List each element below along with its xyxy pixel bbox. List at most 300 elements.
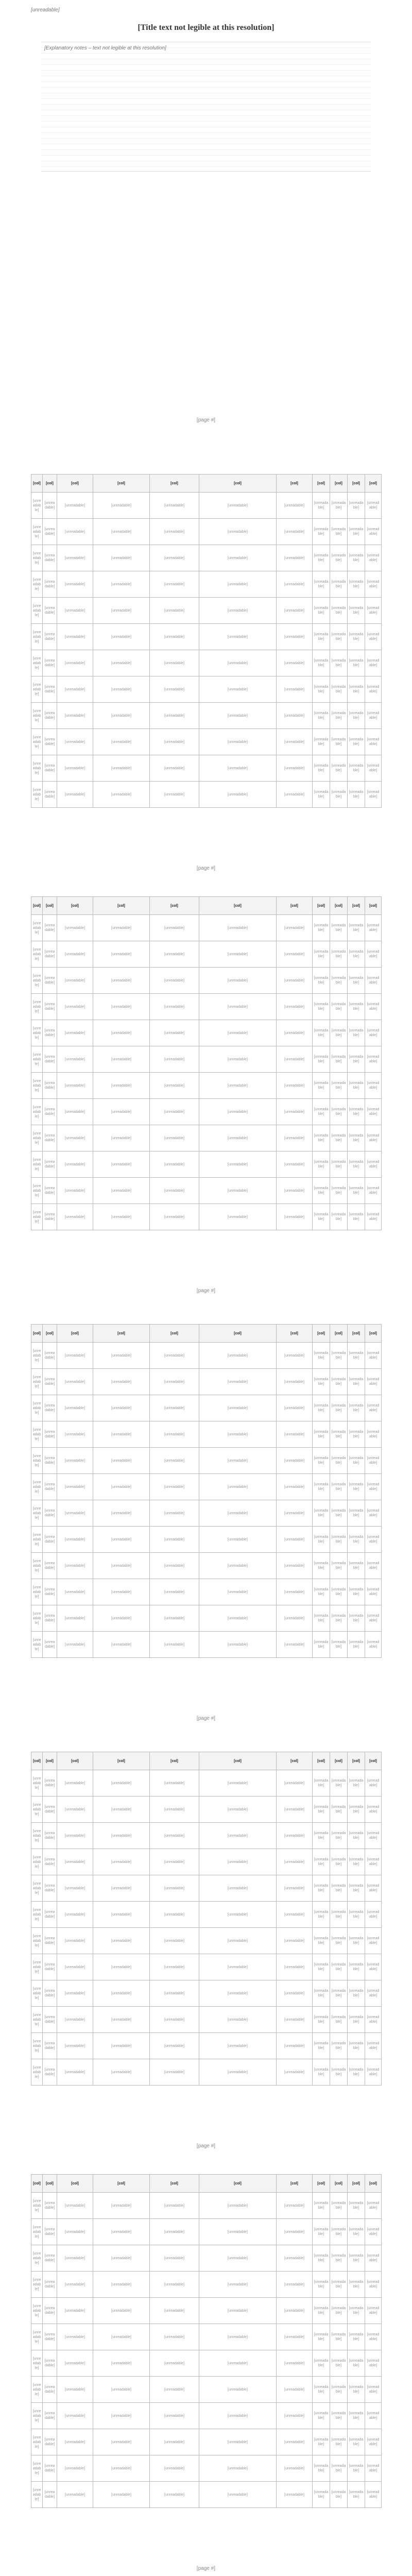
table-cell: [unreadable] (348, 598, 365, 624)
table-cell: [unreadable] (348, 2324, 365, 2350)
table-cell: [unreadable] (313, 1421, 330, 1448)
table-cell: [unreadable] (93, 1178, 150, 1204)
table-cell: [unreadable] (365, 1605, 382, 1632)
table-cell: [unreadable] (277, 1553, 313, 1579)
table-cell: [unreadable] (365, 2059, 382, 2086)
column-header: [col] (199, 474, 277, 493)
table-cell: [unreadable] (330, 2324, 348, 2350)
column-header: [col] (199, 1325, 277, 1343)
table-cell: [unreadable] (93, 1770, 150, 1797)
table-cell: [unreadable] (330, 650, 348, 676)
table-cell: [unreadable] (199, 1448, 277, 1474)
table-cell: [unreadable] (150, 1421, 199, 1448)
table-cell: [unreadable] (330, 571, 348, 598)
table-cell: [unreadable] (43, 1099, 57, 1125)
table-cell: [unreadable] (57, 598, 93, 624)
column-header: [col] (93, 2175, 150, 2193)
table-cell: [unreadable] (277, 2007, 313, 2033)
table-cell: [unreadable] (348, 1343, 365, 1369)
table-cell: [unreadable] (31, 941, 43, 968)
table-cell: [unreadable] (330, 2193, 348, 2219)
table-cell: [unreadable] (313, 1020, 330, 1046)
table-cell: [unreadable] (93, 1902, 150, 1928)
table-row (31, 1954, 382, 1980)
table-cell: [unreadable] (31, 519, 43, 545)
table-cell: [unreadable] (330, 1902, 348, 1928)
table-cell: [unreadable] (43, 624, 57, 650)
table-cell: [unreadable] (330, 1770, 348, 1797)
table-cell: [unreadable] (43, 1980, 57, 2007)
table-cell: [unreadable] (93, 493, 150, 519)
table-row (31, 1553, 382, 1579)
table-cell: [unreadable] (93, 1151, 150, 1178)
table-cell: [unreadable] (277, 2219, 313, 2245)
table-cell: [unreadable] (313, 1579, 330, 1605)
column-header: [col] (150, 2175, 199, 2193)
table-cell: [unreadable] (199, 755, 277, 782)
table-cell: [unreadable] (330, 1579, 348, 1605)
table-cell: [unreadable] (277, 915, 313, 941)
table-cell: [unreadable] (348, 2059, 365, 2086)
table-cell: [unreadable] (313, 650, 330, 676)
table-cell: [unreadable] (330, 1823, 348, 1849)
table-cell: [unreadable] (277, 1204, 313, 1230)
table-row (31, 1046, 382, 1073)
table-cell: [unreadable] (43, 1448, 57, 1474)
table-cell: [unreadable] (199, 2193, 277, 2219)
table-cell: [unreadable] (199, 650, 277, 676)
table-cell: [unreadable] (150, 1178, 199, 1204)
table-row (31, 493, 382, 519)
table-cell: [unreadable] (31, 1448, 43, 1474)
table-cell: [unreadable] (199, 2455, 277, 2482)
table-cell: [unreadable] (277, 1073, 313, 1099)
table-cell: [unreadable] (348, 2377, 365, 2403)
table-row (31, 1178, 382, 1204)
table-cell: [unreadable] (150, 2482, 199, 2508)
table-cell: [unreadable] (43, 2377, 57, 2403)
table-cell: [unreadable] (365, 1369, 382, 1395)
table-cell: [unreadable] (348, 1980, 365, 2007)
page-number: [page #] (196, 1288, 216, 1294)
column-header: [col] (330, 897, 348, 915)
table-header-row (31, 1752, 382, 1770)
table-cell: [unreadable] (313, 1849, 330, 1875)
table-cell: [unreadable] (31, 1395, 43, 1421)
table-cell: [unreadable] (93, 782, 150, 808)
table-cell: [unreadable] (330, 1797, 348, 1823)
table-cell: [unreadable] (277, 1954, 313, 1980)
table-cell: [unreadable] (150, 2272, 199, 2298)
table-cell: [unreadable] (348, 571, 365, 598)
table-cell: [unreadable] (93, 1020, 150, 1046)
table-row (31, 1823, 382, 1849)
table-cell: [unreadable] (57, 571, 93, 598)
table-cell: [unreadable] (313, 2429, 330, 2455)
table-cell: [unreadable] (150, 493, 199, 519)
table-cell: [unreadable] (277, 545, 313, 571)
table-cell: [unreadable] (313, 2350, 330, 2377)
table-cell: [unreadable] (199, 782, 277, 808)
table-cell: [unreadable] (31, 1151, 43, 1178)
table-cell: [unreadable] (93, 2324, 150, 2350)
table-cell: [unreadable] (277, 2429, 313, 2455)
table-cell: [unreadable] (199, 2059, 277, 2086)
table-cell: [unreadable] (348, 545, 365, 571)
table-cell: [unreadable] (365, 1527, 382, 1553)
table-cell: [unreadable] (43, 729, 57, 755)
table-cell: [unreadable] (199, 1605, 277, 1632)
table-row (31, 1369, 382, 1395)
table-cell: [unreadable] (43, 2193, 57, 2219)
table-cell: [unreadable] (313, 598, 330, 624)
table-cell: [unreadable] (31, 1073, 43, 1099)
table-cell: [unreadable] (199, 1849, 277, 1875)
table-cell: [unreadable] (365, 1448, 382, 1474)
table-row (31, 598, 382, 624)
table-header-row (31, 474, 382, 493)
table-cell: [unreadable] (150, 941, 199, 968)
table-cell: [unreadable] (277, 1500, 313, 1527)
table-cell: [unreadable] (365, 2324, 382, 2350)
table-cell: [unreadable] (330, 2482, 348, 2508)
table-cell: [unreadable] (43, 1553, 57, 1579)
table-cell: [unreadable] (313, 519, 330, 545)
table-cell: [unreadable] (199, 1369, 277, 1395)
column-header: [col] (365, 2175, 382, 2193)
table-cell: [unreadable] (348, 1125, 365, 1151)
table-cell: [unreadable] (330, 703, 348, 729)
table-cell: [unreadable] (348, 2429, 365, 2455)
table-cell: [unreadable] (313, 2377, 330, 2403)
table-cell: [unreadable] (43, 1500, 57, 1527)
table-cell: [unreadable] (330, 624, 348, 650)
table-cell: [unreadable] (57, 1527, 93, 1553)
table-row (31, 968, 382, 994)
table-cell: [unreadable] (43, 1954, 57, 1980)
table-cell: [unreadable] (313, 1954, 330, 1980)
table-cell: [unreadable] (57, 1343, 93, 1369)
table-row (31, 1632, 382, 1658)
table-cell: [unreadable] (348, 968, 365, 994)
table-cell: [unreadable] (199, 1046, 277, 1073)
table-cell: [unreadable] (313, 2455, 330, 2482)
table-cell: [unreadable] (365, 598, 382, 624)
table-cell: [unreadable] (57, 2245, 93, 2272)
table-cell: [unreadable] (199, 545, 277, 571)
column-header: [col] (199, 2175, 277, 2193)
column-header: [col] (150, 1752, 199, 1770)
table-cell: [unreadable] (43, 2272, 57, 2298)
table-cell: [unreadable] (277, 703, 313, 729)
table-cell: [unreadable] (31, 2455, 43, 2482)
table-cell: [unreadable] (93, 519, 150, 545)
notes-text: [Explanatory notes – text not legible at this resolution] (44, 45, 166, 51)
table-cell: [unreadable] (365, 1553, 382, 1579)
table-cell: [unreadable] (31, 1369, 43, 1395)
table-row (31, 519, 382, 545)
page-number: [page #] (196, 866, 216, 871)
table-cell: [unreadable] (93, 755, 150, 782)
table-cell: [unreadable] (313, 1823, 330, 1849)
table-cell: [unreadable] (57, 2403, 93, 2429)
table-cell: [unreadable] (199, 1395, 277, 1421)
table-cell: [unreadable] (348, 2007, 365, 2033)
table-cell: [unreadable] (277, 519, 313, 545)
table-cell: [unreadable] (348, 915, 365, 941)
table-row (31, 1020, 382, 1046)
table-cell: [unreadable] (313, 624, 330, 650)
table-cell: [unreadable] (313, 1770, 330, 1797)
table-cell: [unreadable] (31, 2245, 43, 2272)
price-table (31, 1324, 382, 1658)
table-cell: [unreadable] (199, 1579, 277, 1605)
table-cell: [unreadable] (277, 1579, 313, 1605)
table-row (31, 782, 382, 808)
table-cell: [unreadable] (93, 729, 150, 755)
table-cell: [unreadable] (330, 676, 348, 703)
table-cell: [unreadable] (348, 2482, 365, 2508)
column-header: [col] (313, 1752, 330, 1770)
table-row (31, 1204, 382, 1230)
table-cell: [unreadable] (277, 1632, 313, 1658)
table-cell: [unreadable] (199, 1073, 277, 1099)
table-cell: [unreadable] (31, 755, 43, 782)
table-cell: [unreadable] (57, 1474, 93, 1500)
table-cell: [unreadable] (57, 2350, 93, 2377)
table-cell: [unreadable] (348, 1099, 365, 1125)
table-cell: [unreadable] (150, 1500, 199, 1527)
table-cell: [unreadable] (31, 676, 43, 703)
table-cell: [unreadable] (199, 1178, 277, 1204)
table-cell: [unreadable] (57, 1875, 93, 1902)
table-cell: [unreadable] (43, 676, 57, 703)
table-cell: [unreadable] (31, 2272, 43, 2298)
table-row (31, 1928, 382, 1954)
table-cell: [unreadable] (330, 1553, 348, 1579)
table-cell: [unreadable] (57, 2219, 93, 2245)
table-cell: [unreadable] (277, 1178, 313, 1204)
table-cell: [unreadable] (57, 941, 93, 968)
table-cell: [unreadable] (199, 1823, 277, 1849)
table-cell: [unreadable] (348, 2272, 365, 2298)
table-cell: [unreadable] (365, 676, 382, 703)
table-cell: [unreadable] (199, 1204, 277, 1230)
table-cell: [unreadable] (277, 571, 313, 598)
column-header: [col] (43, 1752, 57, 1770)
table-cell: [unreadable] (57, 2193, 93, 2219)
table-cell: [unreadable] (150, 2455, 199, 2482)
table-cell: [unreadable] (365, 2403, 382, 2429)
table-row (31, 2298, 382, 2324)
column-header: [col] (93, 897, 150, 915)
table-cell: [unreadable] (93, 2272, 150, 2298)
table-cell: [unreadable] (199, 1553, 277, 1579)
table-cell: [unreadable] (199, 2272, 277, 2298)
table-cell: [unreadable] (31, 1099, 43, 1125)
table-cell: [unreadable] (150, 968, 199, 994)
table-cell: [unreadable] (365, 2033, 382, 2059)
column-header: [col] (199, 897, 277, 915)
table-cell: [unreadable] (365, 1500, 382, 1527)
table-cell: [unreadable] (348, 2193, 365, 2219)
table-cell: [unreadable] (57, 782, 93, 808)
table-cell: [unreadable] (93, 1980, 150, 2007)
column-header: [col] (31, 2175, 43, 2193)
table-cell: [unreadable] (199, 2324, 277, 2350)
table-cell: [unreadable] (57, 994, 93, 1020)
table-cell: [unreadable] (150, 1204, 199, 1230)
table-cell: [unreadable] (199, 1770, 277, 1797)
table-cell: [unreadable] (93, 1343, 150, 1369)
table-row (31, 2377, 382, 2403)
table-cell: [unreadable] (57, 493, 93, 519)
table-cell: [unreadable] (31, 650, 43, 676)
table-cell: [unreadable] (31, 1849, 43, 1875)
table-cell: [unreadable] (150, 1579, 199, 1605)
table-cell: [unreadable] (348, 2403, 365, 2429)
table-cell: [unreadable] (31, 2219, 43, 2245)
table-cell: [unreadable] (330, 755, 348, 782)
table-cell: [unreadable] (93, 1099, 150, 1125)
table-cell: [unreadable] (348, 2455, 365, 2482)
table-cell: [unreadable] (150, 1797, 199, 1823)
column-header: [col] (93, 474, 150, 493)
column-header: [col] (150, 897, 199, 915)
column-header: [col] (365, 1325, 382, 1343)
table-cell: [unreadable] (365, 1797, 382, 1823)
table-cell: [unreadable] (277, 2403, 313, 2429)
page-number: [page #] (196, 417, 216, 423)
table-cell: [unreadable] (313, 1797, 330, 1823)
table-row (31, 2324, 382, 2350)
table-cell: [unreadable] (313, 2059, 330, 2086)
table-cell: [unreadable] (365, 2377, 382, 2403)
table-cell: [unreadable] (277, 1020, 313, 1046)
table-cell: [unreadable] (150, 994, 199, 1020)
table-cell: [unreadable] (365, 1770, 382, 1797)
table-cell: [unreadable] (57, 1797, 93, 1823)
table-cell: [unreadable] (365, 941, 382, 968)
table-cell: [unreadable] (365, 2245, 382, 2272)
table-cell: [unreadable] (150, 1395, 199, 1421)
table-cell: [unreadable] (199, 519, 277, 545)
table-row (31, 1448, 382, 1474)
table-cell: [unreadable] (313, 1605, 330, 1632)
table-cell: [unreadable] (31, 1954, 43, 1980)
table-row (31, 1875, 382, 1902)
table-cell: [unreadable] (199, 703, 277, 729)
document-page (31, 2174, 381, 2576)
table-cell: [unreadable] (31, 729, 43, 755)
table-cell: [unreadable] (277, 2059, 313, 2086)
table-cell: [unreadable] (313, 1980, 330, 2007)
table-cell: [unreadable] (330, 1421, 348, 1448)
column-header: [col] (313, 897, 330, 915)
table-cell: [unreadable] (31, 598, 43, 624)
table-cell: [unreadable] (43, 703, 57, 729)
table-cell: [unreadable] (330, 2245, 348, 2272)
table-cell: [unreadable] (199, 1954, 277, 1980)
table-cell: [unreadable] (330, 1928, 348, 1954)
table-cell: [unreadable] (150, 2429, 199, 2455)
table-cell: [unreadable] (43, 915, 57, 941)
table-cell: [unreadable] (313, 676, 330, 703)
table-cell: [unreadable] (199, 1151, 277, 1178)
table-cell: [unreadable] (277, 1849, 313, 1875)
table-cell: [unreadable] (330, 493, 348, 519)
table-cell: [unreadable] (150, 2245, 199, 2272)
table-cell: [unreadable] (57, 1395, 93, 1421)
column-header: [col] (348, 2175, 365, 2193)
table-cell: [unreadable] (277, 729, 313, 755)
table-cell: [unreadable] (277, 676, 313, 703)
column-header: [col] (57, 474, 93, 493)
table-cell: [unreadable] (150, 729, 199, 755)
table-cell: [unreadable] (43, 650, 57, 676)
table-cell: [unreadable] (31, 624, 43, 650)
table-cell: [unreadable] (93, 571, 150, 598)
table-cell: [unreadable] (313, 1099, 330, 1125)
table-cell: [unreadable] (330, 2377, 348, 2403)
table-cell: [unreadable] (365, 915, 382, 941)
table-cell: [unreadable] (93, 1421, 150, 1448)
table-cell: [unreadable] (43, 493, 57, 519)
table-cell: [unreadable] (31, 968, 43, 994)
table-cell: [unreadable] (313, 729, 330, 755)
table-cell: [unreadable] (365, 2193, 382, 2219)
table-cell: [unreadable] (150, 2377, 199, 2403)
table-cell: [unreadable] (313, 1928, 330, 1954)
table-cell: [unreadable] (31, 1046, 43, 1073)
table-cell: [unreadable] (348, 624, 365, 650)
table-cell: [unreadable] (57, 1099, 93, 1125)
table-cell: [unreadable] (43, 1020, 57, 1046)
table-cell: [unreadable] (57, 2482, 93, 2508)
table-cell: [unreadable] (365, 2350, 382, 2377)
table-cell: [unreadable] (277, 1448, 313, 1474)
table-cell: [unreadable] (31, 1980, 43, 2007)
table-cell: [unreadable] (57, 676, 93, 703)
table-cell: [unreadable] (199, 598, 277, 624)
table-cell: [unreadable] (93, 1500, 150, 1527)
table-cell: [unreadable] (365, 519, 382, 545)
table-cell: [unreadable] (31, 2403, 43, 2429)
table-cell: [unreadable] (199, 915, 277, 941)
table-cell: [unreadable] (330, 1073, 348, 1099)
table-cell: [unreadable] (150, 1902, 199, 1928)
table-cell: [unreadable] (199, 1343, 277, 1369)
table-cell: [unreadable] (31, 1928, 43, 1954)
table-cell: [unreadable] (277, 1980, 313, 2007)
table-cell: [unreadable] (330, 1474, 348, 1500)
table-cell: [unreadable] (43, 519, 57, 545)
table-cell: [unreadable] (57, 1421, 93, 1448)
table-cell: [unreadable] (348, 1369, 365, 1395)
table-cell: [unreadable] (43, 1125, 57, 1151)
table-cell: [unreadable] (93, 2377, 150, 2403)
table-row (31, 1421, 382, 1448)
table-cell: [unreadable] (277, 782, 313, 808)
table-cell: [unreadable] (150, 915, 199, 941)
table-cell: [unreadable] (330, 1395, 348, 1421)
table-cell: [unreadable] (43, 1474, 57, 1500)
table-cell: [unreadable] (43, 2059, 57, 2086)
page-number: [page #] (196, 2566, 216, 2571)
table-cell: [unreadable] (199, 1527, 277, 1553)
table-cell: [unreadable] (93, 1474, 150, 1500)
table-cell: [unreadable] (31, 2059, 43, 2086)
